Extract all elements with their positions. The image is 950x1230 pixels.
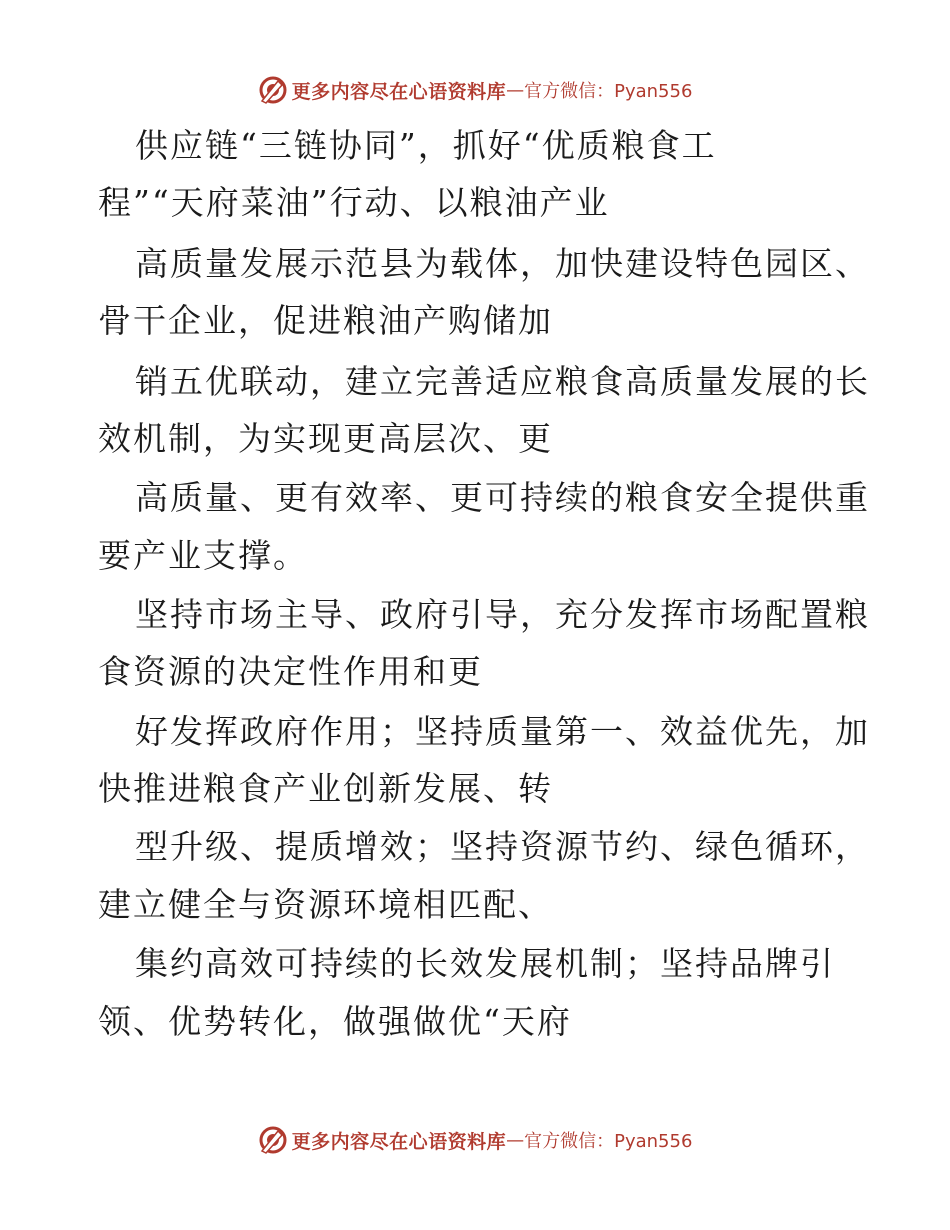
text-line: 坚持市场主导、政府引导，充分发挥市场配置粮 — [135, 595, 870, 634]
text-line: 好发挥政府作用；坚持质量第一、效益优先，加 — [135, 712, 870, 751]
header-banner-wechat: 官方微信：Pyan556 — [524, 81, 693, 102]
text-line: 供应链“三链协同”，抓好“优质粮食工 — [135, 126, 717, 165]
text-line: 骨干企业，促进粮油产购储加 — [98, 301, 553, 340]
text-line: 快推进粮食产业创新发展、转 — [98, 769, 553, 808]
text-line: 程”“天府菜油”行动、以粮油产业 — [98, 183, 610, 222]
footer-banner — [0, 1120, 950, 1160]
text-line: 建立健全与资源环境相匹配、 — [98, 885, 553, 924]
text-line: 型升级、提质增效；坚持资源节约、绿色循环， — [135, 827, 870, 866]
text-line: 集约高效可持续的长效发展机制；坚持品牌引 — [135, 944, 835, 983]
header-banner — [0, 70, 950, 110]
footer-banner-title: 更多内容尽在心语资料库 — [291, 1130, 507, 1153]
text-line: 高质量发展示范县为载体，加快建设特色园区、 — [135, 244, 870, 283]
seal-pen-logo-icon — [258, 75, 288, 105]
text-line: 高质量、更有效率、更可持续的粮食安全提供重 — [135, 478, 870, 517]
text-line: 要产业支撑。 — [98, 536, 308, 575]
seal-pen-logo-icon — [258, 1125, 288, 1155]
text-line: 效机制，为实现更高层次、更 — [98, 419, 553, 458]
text-line: 销五优联动，建立完善适应粮食高质量发展的长 — [135, 362, 870, 401]
header-banner-title: 更多内容尽在心语资料库 — [291, 80, 507, 103]
text-line: 领、优势转化，做强做优“天府 — [98, 1002, 572, 1041]
header-banner-dash: — — [506, 79, 525, 101]
footer-banner-dash: — — [506, 1129, 525, 1151]
text-line: 食资源的决定性作用和更 — [98, 652, 483, 691]
footer-banner-wechat: 官方微信：Pyan556 — [524, 1131, 693, 1152]
